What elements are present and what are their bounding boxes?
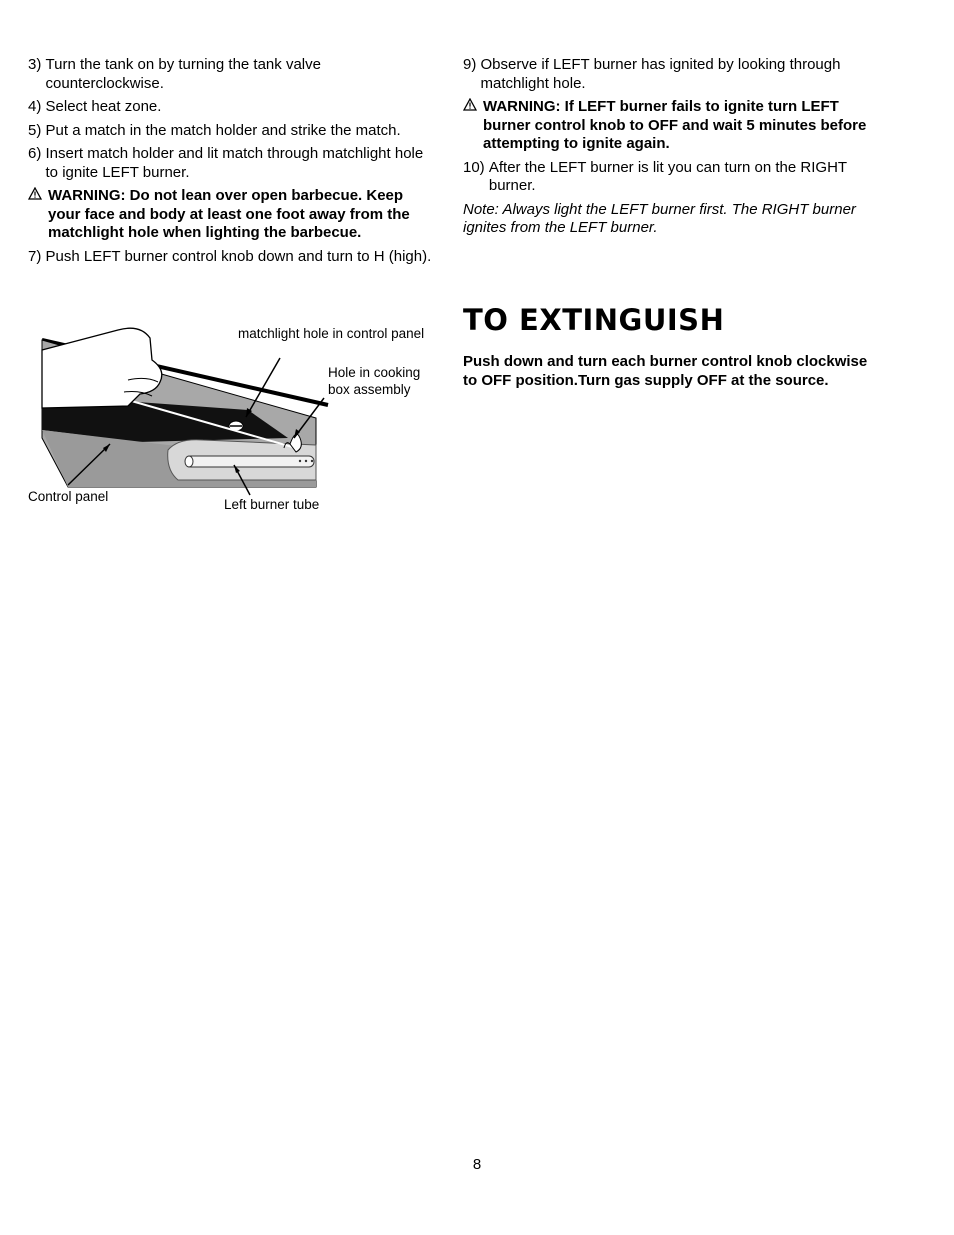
left-column <box>28 56 433 271</box>
warning-1 <box>28 187 433 243</box>
step-3 <box>28 56 433 93</box>
step-number: 7) <box>28 247 42 265</box>
step-text: Insert match holder and lit match through matchlight hole to ignite LEFT burner. <box>45 145 424 181</box>
step-6 <box>28 145 433 182</box>
warning-triangle-icon <box>28 187 48 243</box>
warning-triangle-icon <box>463 98 483 154</box>
lighting-illustration <box>28 320 433 535</box>
step-number: 4) <box>28 98 42 115</box>
step-text: After the LEFT burner is lit you can turn on the RIGHT burner. <box>488 158 847 194</box>
step-10 <box>463 159 883 196</box>
step-text: Observe if LEFT burner has ignited by looking through matchlight hole. <box>480 56 841 92</box>
right-column <box>463 56 883 238</box>
warning-text: WARNING: Do not lean over open barbecue. Keep your face and body at least one foot away from the matchlight hole when lighting the barbecue. <box>48 187 410 241</box>
step-text: Push LEFT burner control knob down and turn to H (high). <box>45 247 432 265</box>
step-text: Put a match in the match holder and strike the match. <box>45 121 401 139</box>
page-number: 8 <box>472 1156 482 1173</box>
step-9 <box>463 56 883 93</box>
extinguish-instructions: Push down and turn each burner control knob clockwise to OFF position.Turn gas supply OFF at the source. <box>463 353 868 389</box>
label-left-burner-tube: Left burner tube <box>224 497 320 512</box>
label-matchlight-hole: matchlight hole in control panel <box>238 326 425 341</box>
step-7 <box>28 248 433 267</box>
section-heading: TO EXTINGUISH <box>463 303 725 337</box>
warning-text: WARNING: If LEFT burner fails to ignite turn LEFT burner control knob to OFF and wait 5 minutes before attempting to ignite again. <box>483 98 867 152</box>
step-text: Turn the tank on by turning the tank valve counterclockwise. <box>45 56 321 92</box>
step-number: 5) <box>28 121 42 139</box>
label-control-panel: Control panel <box>28 489 109 504</box>
step-number: 6) <box>28 145 42 162</box>
step-text: Select heat zone. <box>45 98 162 115</box>
step-number: 9) <box>463 56 477 73</box>
warning-2 <box>463 98 883 154</box>
step-number: 10) <box>463 158 485 176</box>
note: Note: Always light the LEFT burner first. The RIGHT burner ignites from the LEFT burner. <box>463 200 856 236</box>
step-5 <box>28 122 433 141</box>
label-hole-cooking-box: Hole in cooking box assembly <box>328 365 421 397</box>
step-4 <box>28 98 433 117</box>
step-number: 3) <box>28 56 42 73</box>
